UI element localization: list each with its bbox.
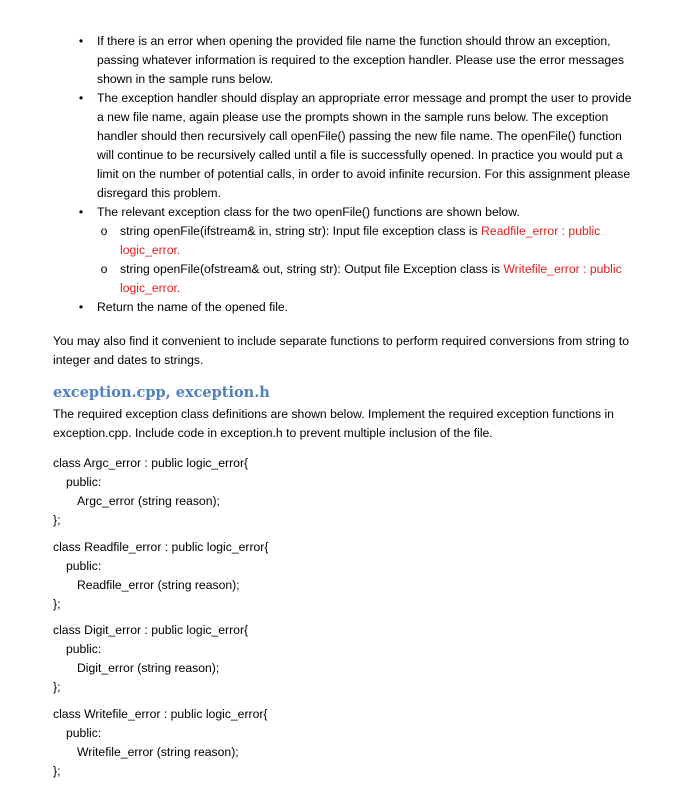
code-line: public: <box>66 642 102 656</box>
class-name-highlight: Readfile_error : public <box>481 224 601 238</box>
code-line: public: <box>66 726 102 740</box>
text-line: integer and dates to strings. <box>53 353 204 367</box>
bullet-icon: • <box>78 205 84 219</box>
text-run: string openFile(ofstream& out, string str): Output file Exception class is <box>120 262 504 276</box>
bullet-icon: • <box>78 34 84 48</box>
text-line <box>120 260 640 279</box>
class-name-highlight: logic_error <box>120 281 177 295</box>
list-item <box>78 203 657 222</box>
code-line: Readfile_error (string reason); <box>77 578 240 592</box>
text-line: If there is an error when opening the provided file name the function should throw an exception, <box>97 34 611 48</box>
text-run: . <box>176 281 181 295</box>
code-block-readfile-error <box>53 538 268 614</box>
bullet-icon: • <box>78 91 84 105</box>
text-line: The exception handler should display an appropriate error message and prompt the user to provide <box>97 91 632 105</box>
circle-bullet-icon: o <box>100 224 108 238</box>
code-block-writefile-error <box>53 705 268 781</box>
text-line <box>120 241 640 260</box>
code-block-argc-error <box>53 454 248 530</box>
class-name-highlight: logic_error <box>120 243 177 257</box>
text-line: You may also find it convenient to include separate functions to perform required conversions from string to <box>53 334 630 348</box>
text-line: limit on the number of potential calls, in order to avoid infinite recursion. For this assignment please <box>97 167 631 181</box>
code-line: class Readfile_error : public logic_error{ <box>53 540 269 554</box>
list-item <box>78 32 657 89</box>
code-line: Argc_error (string reason); <box>77 494 220 508</box>
code-line: }; <box>53 597 61 611</box>
code-line: }; <box>53 680 61 694</box>
text-line: shown in the sample runs below. <box>97 72 274 86</box>
code-line: public: <box>66 475 102 489</box>
text-line: disregard this problem. <box>97 186 221 200</box>
list-item <box>78 298 657 317</box>
code-line: }; <box>53 513 61 527</box>
code-line: Writefile_error (string reason); <box>77 745 239 759</box>
class-name-highlight: Writefile_error : public <box>503 262 622 276</box>
code-line: public: <box>66 559 102 573</box>
text-line: exception.cpp. Include code in exception.h to prevent multiple inclusion of the file. <box>53 426 493 440</box>
code-line: class Digit_error : public logic_error{ <box>53 623 249 637</box>
sub-list-item <box>100 222 640 260</box>
text-line: a new file name, again please use the prompts shown in the sample runs below. The exception <box>97 110 609 124</box>
section-paragraph <box>53 405 663 443</box>
code-line: Digit_error (string reason); <box>77 661 220 675</box>
text-run: . <box>176 243 181 257</box>
text-line: handler should then recursively call openFile() passing the new file name. The openFile() function <box>97 129 622 143</box>
requirements-list <box>0 32 690 317</box>
text-run: string openFile(ifstream& in, string str): Input file exception class is <box>120 224 482 238</box>
text-line: The relevant exception class for the two openFile() functions are shown below. <box>97 205 520 219</box>
code-block-digit-error <box>53 621 248 697</box>
text-line: passing whatever information is required to the exception handler. Please use the error messages <box>97 53 625 67</box>
text-line: The required exception class definitions are shown below. Implement the required exception functions in <box>53 407 614 421</box>
code-line: }; <box>53 764 61 778</box>
text-line <box>120 222 640 241</box>
code-line: class Argc_error : public logic_error{ <box>53 456 249 470</box>
conversion-paragraph-line-2 <box>53 351 663 370</box>
text-line: will continue to be recursively called until a file is successfully opened. In practice you would put a <box>97 148 623 162</box>
circle-bullet-icon: o <box>100 262 108 276</box>
section-heading: exception.cpp, exception.h <box>53 384 270 401</box>
bullet-icon: • <box>78 300 84 314</box>
sub-list-item <box>100 260 640 298</box>
list-item <box>78 89 657 203</box>
code-line: class Writefile_error : public logic_error{ <box>53 707 268 721</box>
text-line: Return the name of the opened file. <box>97 300 289 314</box>
text-line <box>120 279 640 298</box>
